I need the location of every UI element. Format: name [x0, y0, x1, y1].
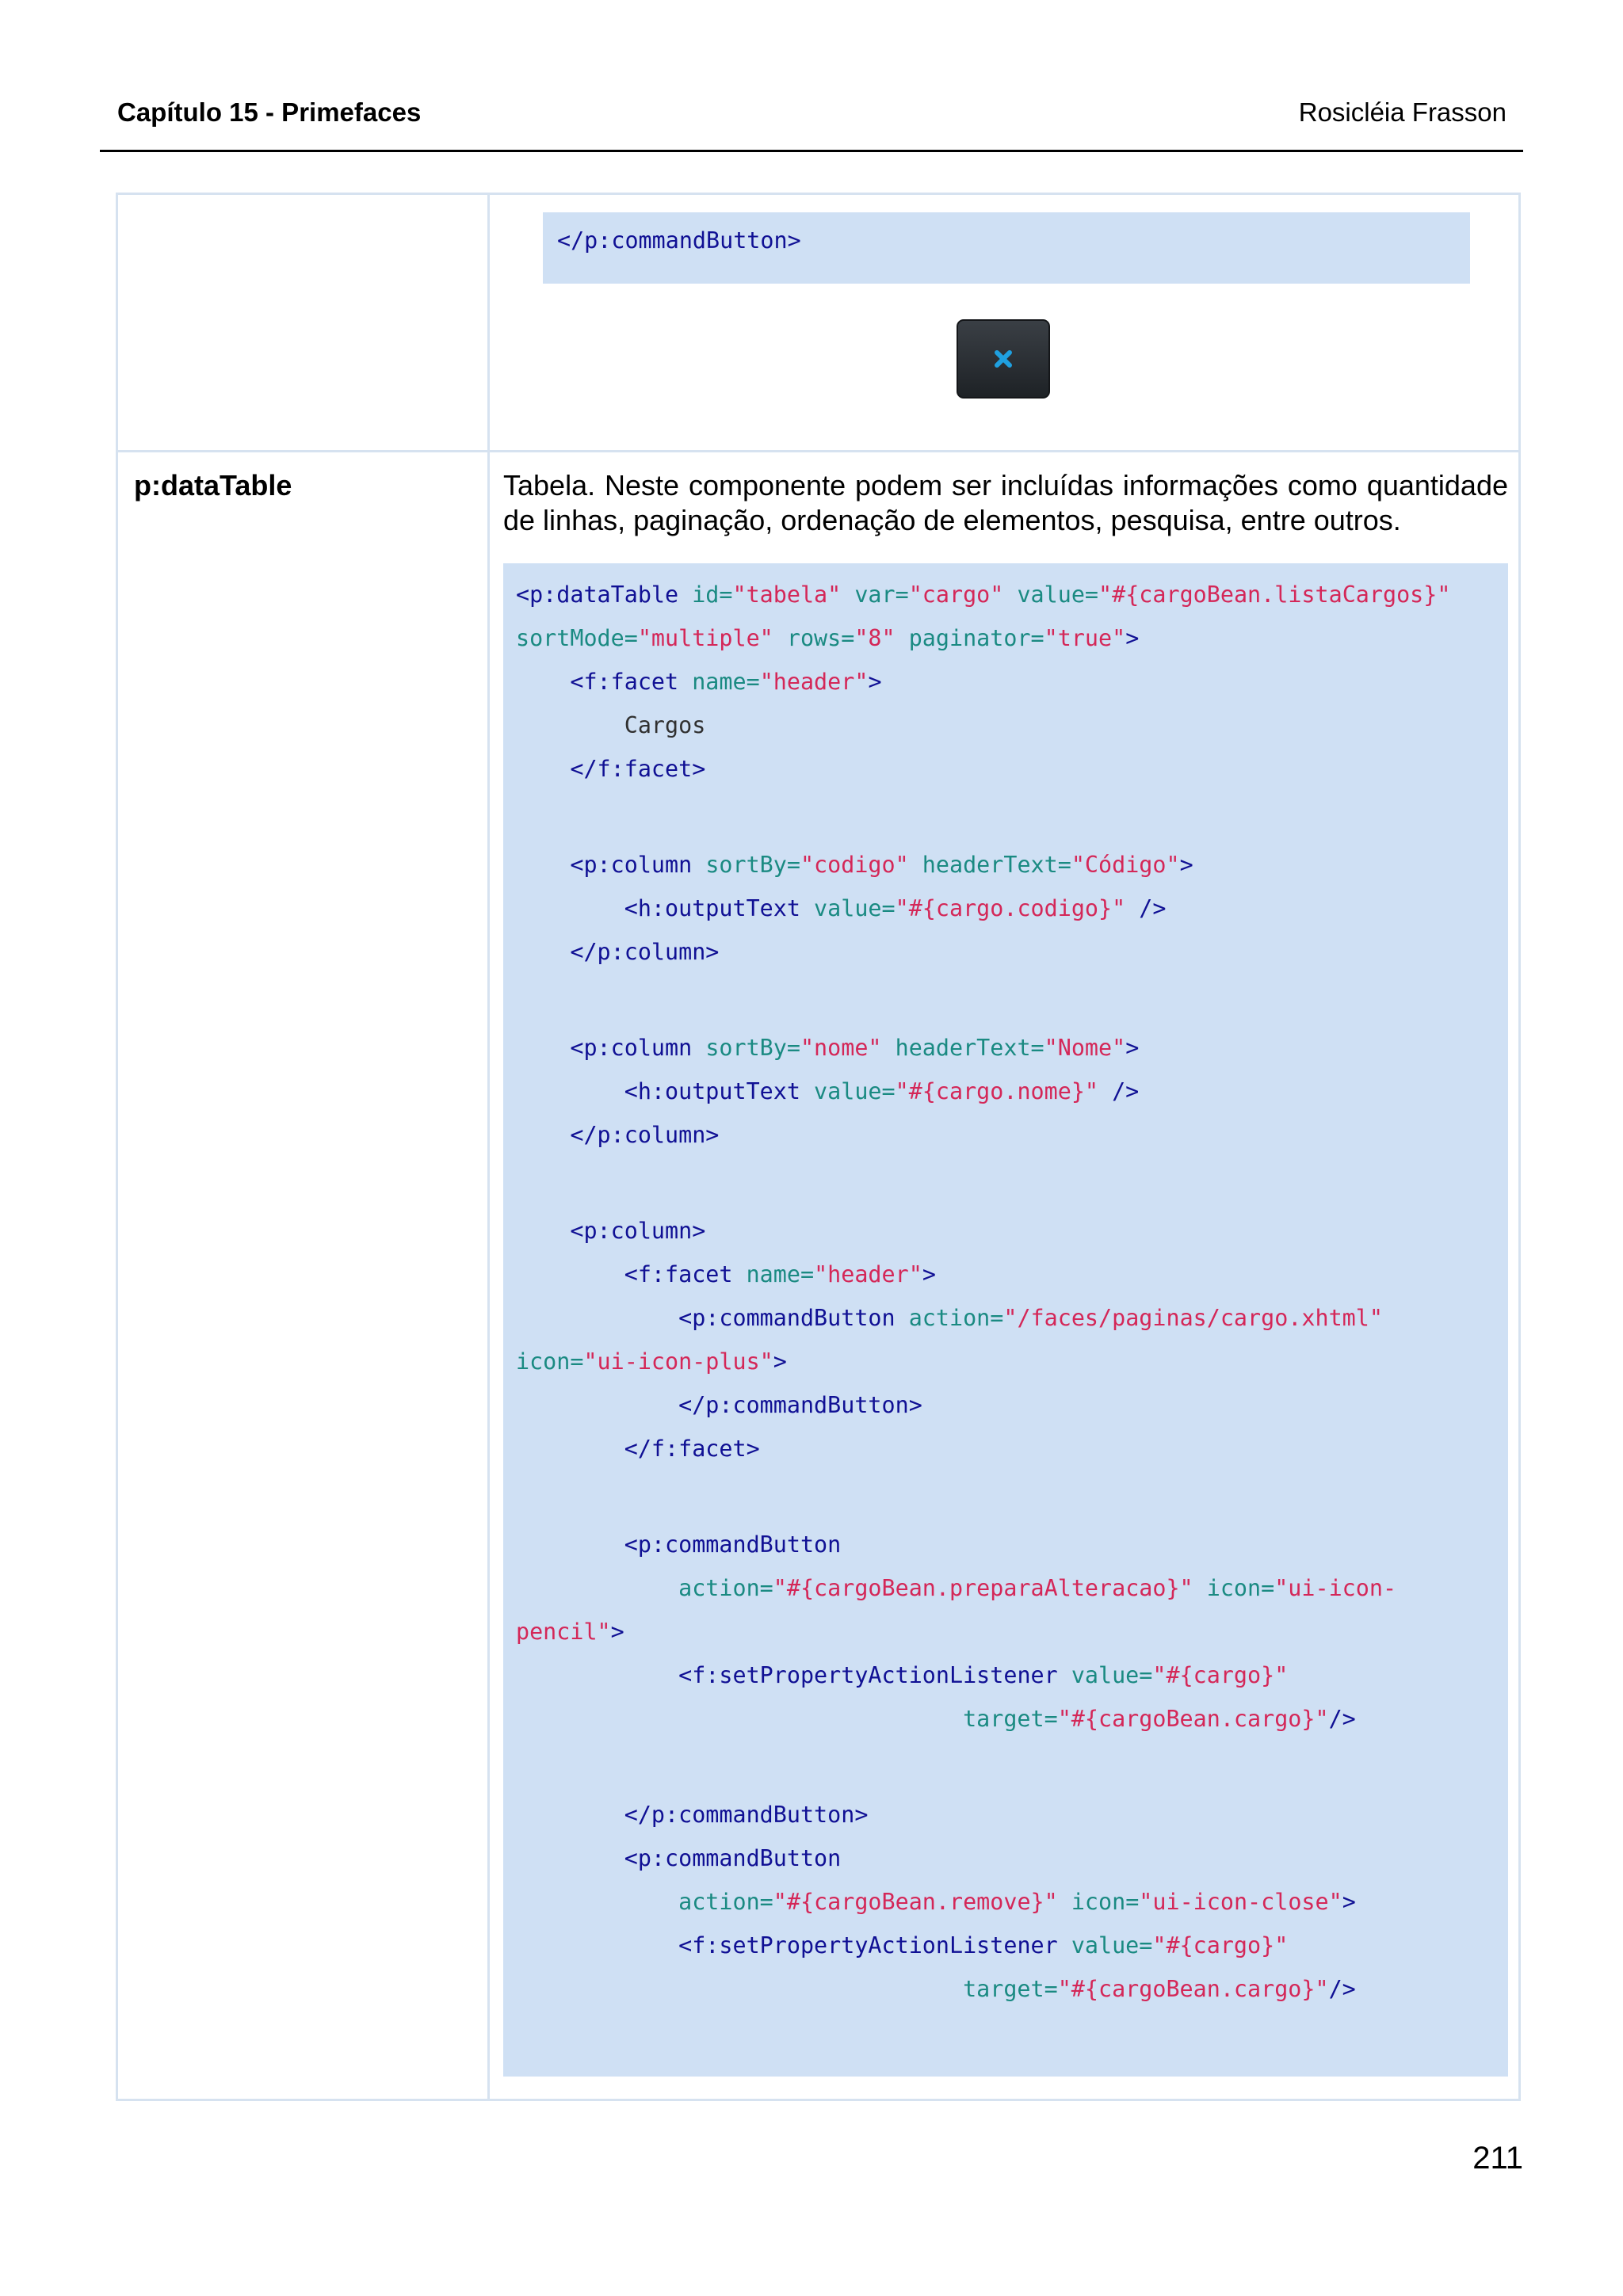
- code-line: [516, 930, 1508, 974]
- code-snippet: [503, 563, 1508, 2077]
- code-token: "cargo": [908, 582, 1004, 608]
- code-token: "ui-icon-close": [1139, 1889, 1342, 1915]
- code-token: <p:commandButton: [624, 1531, 842, 1558]
- code-token: name=: [692, 669, 760, 695]
- code-token: [516, 669, 570, 695]
- code-token: "multiple": [637, 625, 773, 651]
- code-token: [516, 1531, 624, 1558]
- component-description: Tabela. Neste componente podem ser incluídas informações como quantidade de linhas, paginação, ordenação de elementos, pesquisa, entre outros.: [503, 469, 1508, 536]
- table-row: [116, 450, 1521, 2101]
- code-line: [516, 1523, 1508, 1566]
- code-token: [516, 1802, 624, 1828]
- code-token: target=: [963, 1706, 1058, 1732]
- code-token: <p:commandButton: [624, 1845, 842, 1871]
- code-token: </f:facet>: [624, 1436, 760, 1462]
- code-token: [516, 756, 570, 782]
- code-token: sortMode=: [516, 625, 638, 651]
- code-token: />: [1328, 1976, 1356, 2002]
- code-snippet: [543, 212, 1470, 284]
- chapter-title: Capítulo 15 - Primefaces: [117, 97, 422, 127]
- code-line: [516, 1157, 1508, 1209]
- code-token: [516, 1122, 570, 1148]
- code-token: >: [868, 669, 882, 695]
- code-line: [516, 573, 1508, 616]
- code-line: [516, 1427, 1508, 1470]
- code-token: sortBy=: [705, 1035, 800, 1061]
- close-button[interactable]: [957, 319, 1050, 399]
- code-line: [516, 1610, 1508, 1653]
- code-token: Cargos: [516, 712, 706, 738]
- header-divider: [100, 150, 1523, 152]
- code-token: value=: [1071, 1932, 1153, 1958]
- code-token: </p:commandButton>: [624, 1802, 869, 1828]
- code-token: value=: [1071, 1662, 1153, 1688]
- code-token: action=: [908, 1305, 1004, 1331]
- code-token: headerText=: [881, 1035, 1044, 1061]
- code-token: "ui-icon-plus": [583, 1348, 773, 1375]
- code-token: value=: [814, 1078, 896, 1104]
- code-line: [516, 1741, 1508, 1793]
- code-token: />: [1328, 1706, 1356, 1732]
- code-line: [516, 974, 1508, 1026]
- code-line: [516, 1924, 1508, 1967]
- code-line: [516, 1836, 1508, 1880]
- code-token: <h:outputText: [624, 1078, 815, 1104]
- code-token: action=: [678, 1575, 773, 1601]
- code-line: [516, 887, 1508, 930]
- code-token: [516, 1392, 678, 1418]
- code-token: [516, 1845, 624, 1871]
- code-token: headerText=: [908, 852, 1071, 878]
- code-token: "#{cargoBean.preparaAlteracao}": [773, 1575, 1193, 1601]
- code-line: [557, 223, 1456, 258]
- code-token: sortBy=: [705, 852, 800, 878]
- column-divider: [487, 452, 490, 2099]
- code-token: >: [1342, 1889, 1356, 1915]
- code-line: [516, 1880, 1508, 1924]
- code-token: [516, 1662, 678, 1688]
- code-line: [516, 616, 1508, 660]
- code-line: [516, 1253, 1508, 1296]
- table-row: [116, 193, 1521, 452]
- code-token: >: [773, 1348, 787, 1375]
- page-header: [100, 0, 1523, 152]
- code-token: value=: [814, 895, 896, 921]
- code-token: >: [1179, 852, 1193, 878]
- code-token: name=: [746, 1261, 815, 1287]
- code-token: >: [1125, 625, 1140, 651]
- code-line: [516, 660, 1508, 704]
- code-token: <f:facet: [624, 1261, 747, 1287]
- code-line: [516, 1653, 1508, 1697]
- code-token: "8": [854, 625, 896, 651]
- code-line: [516, 1209, 1508, 1253]
- code-token: <h:outputText: [624, 895, 815, 921]
- code-token: [516, 852, 570, 878]
- code-token: [516, 1889, 678, 1915]
- code-token: "ui-icon-: [1274, 1575, 1397, 1601]
- code-token: rows=: [773, 625, 855, 651]
- code-token: <p:column: [570, 852, 706, 878]
- code-token: "#{cargo}": [1152, 1932, 1289, 1958]
- code-token: "Código": [1071, 852, 1180, 878]
- code-line: [516, 1470, 1508, 1523]
- code-token: paginator=: [895, 625, 1044, 651]
- code-token: [516, 1575, 678, 1601]
- code-token: "#{cargo}": [1152, 1662, 1289, 1688]
- code-token: <f:setPropertyActionListener: [678, 1662, 1071, 1688]
- code-token: "codigo": [800, 852, 909, 878]
- code-token: >: [1125, 1035, 1140, 1061]
- code-token: <f:setPropertyActionListener: [678, 1932, 1071, 1958]
- code-token: "#{cargoBean.cargo}": [1057, 1976, 1329, 2002]
- code-token: target=: [963, 1976, 1058, 2002]
- code-line: [516, 843, 1508, 887]
- component-table: [116, 193, 1521, 2101]
- code-token: </p:column>: [570, 1122, 720, 1148]
- code-line: [516, 1793, 1508, 1836]
- code-token: icon=: [1057, 1889, 1140, 1915]
- code-token: "header": [759, 669, 869, 695]
- code-token: "#{cargo.nome}": [895, 1078, 1098, 1104]
- code-line: [516, 704, 1508, 747]
- code-token: </p:commandButton>: [557, 227, 801, 254]
- code-token: />: [1125, 895, 1167, 921]
- code-token: "/faces/paginas/cargo.xhtml": [1003, 1305, 1383, 1331]
- code-token: </f:facet>: [570, 756, 706, 782]
- code-token: <p:column>: [570, 1218, 706, 1244]
- code-token: pencil": [516, 1619, 611, 1645]
- component-name: p:dataTable: [134, 469, 292, 502]
- code-token: icon=: [516, 1348, 584, 1375]
- code-token: value=: [1003, 582, 1099, 608]
- code-token: [516, 939, 570, 965]
- code-token: "nome": [800, 1035, 882, 1061]
- code-token: "#{cargoBean.cargo}": [1057, 1706, 1329, 1732]
- code-line: [516, 1296, 1508, 1340]
- author-name: Rosicléia Frasson: [1298, 97, 1507, 127]
- code-token: "#{cargoBean.listaCargos}": [1098, 582, 1451, 608]
- code-line: [516, 791, 1508, 843]
- code-token: [516, 1976, 963, 2002]
- code-token: "#{cargoBean.remove}": [773, 1889, 1058, 1915]
- code-token: <p:column: [570, 1035, 706, 1061]
- code-token: icon=: [1193, 1575, 1275, 1601]
- code-line: [516, 1070, 1508, 1113]
- code-token: [516, 1706, 963, 1732]
- code-token: [516, 1932, 678, 1958]
- code-line: [516, 1697, 1508, 1741]
- code-token: >: [922, 1261, 936, 1287]
- code-line: [516, 1026, 1508, 1070]
- code-line: [516, 747, 1508, 791]
- code-token: id=: [692, 582, 733, 608]
- code-token: "header": [814, 1261, 922, 1287]
- code-token: >: [610, 1619, 624, 1645]
- code-token: "tabela": [732, 582, 842, 608]
- code-token: [516, 1261, 624, 1287]
- code-line: [516, 1113, 1508, 1157]
- code-token: </p:column>: [570, 939, 720, 965]
- page-number: 211: [1472, 2141, 1523, 2176]
- code-token: [516, 1078, 624, 1104]
- code-token: "Nome": [1044, 1035, 1126, 1061]
- code-token: [516, 1035, 570, 1061]
- code-line: [516, 1383, 1508, 1427]
- code-token: </p:commandButton>: [678, 1392, 922, 1418]
- code-token: [516, 1305, 678, 1331]
- code-token: [516, 1436, 624, 1462]
- code-line: [516, 1566, 1508, 1610]
- code-token: [516, 895, 624, 921]
- code-token: <p:dataTable: [516, 582, 693, 608]
- code-token: "true": [1044, 625, 1126, 651]
- code-token: [516, 1218, 570, 1244]
- column-divider: [487, 195, 490, 450]
- code-token: "#{cargo.codigo}": [895, 895, 1126, 921]
- code-token: <p:commandButton: [678, 1305, 909, 1331]
- close-icon: [991, 346, 1016, 372]
- code-token: <f:facet: [570, 669, 693, 695]
- code-line: [516, 1340, 1508, 1383]
- code-line: [516, 1967, 1508, 2011]
- code-token: />: [1098, 1078, 1140, 1104]
- code-token: action=: [678, 1889, 773, 1915]
- code-token: var=: [841, 582, 909, 608]
